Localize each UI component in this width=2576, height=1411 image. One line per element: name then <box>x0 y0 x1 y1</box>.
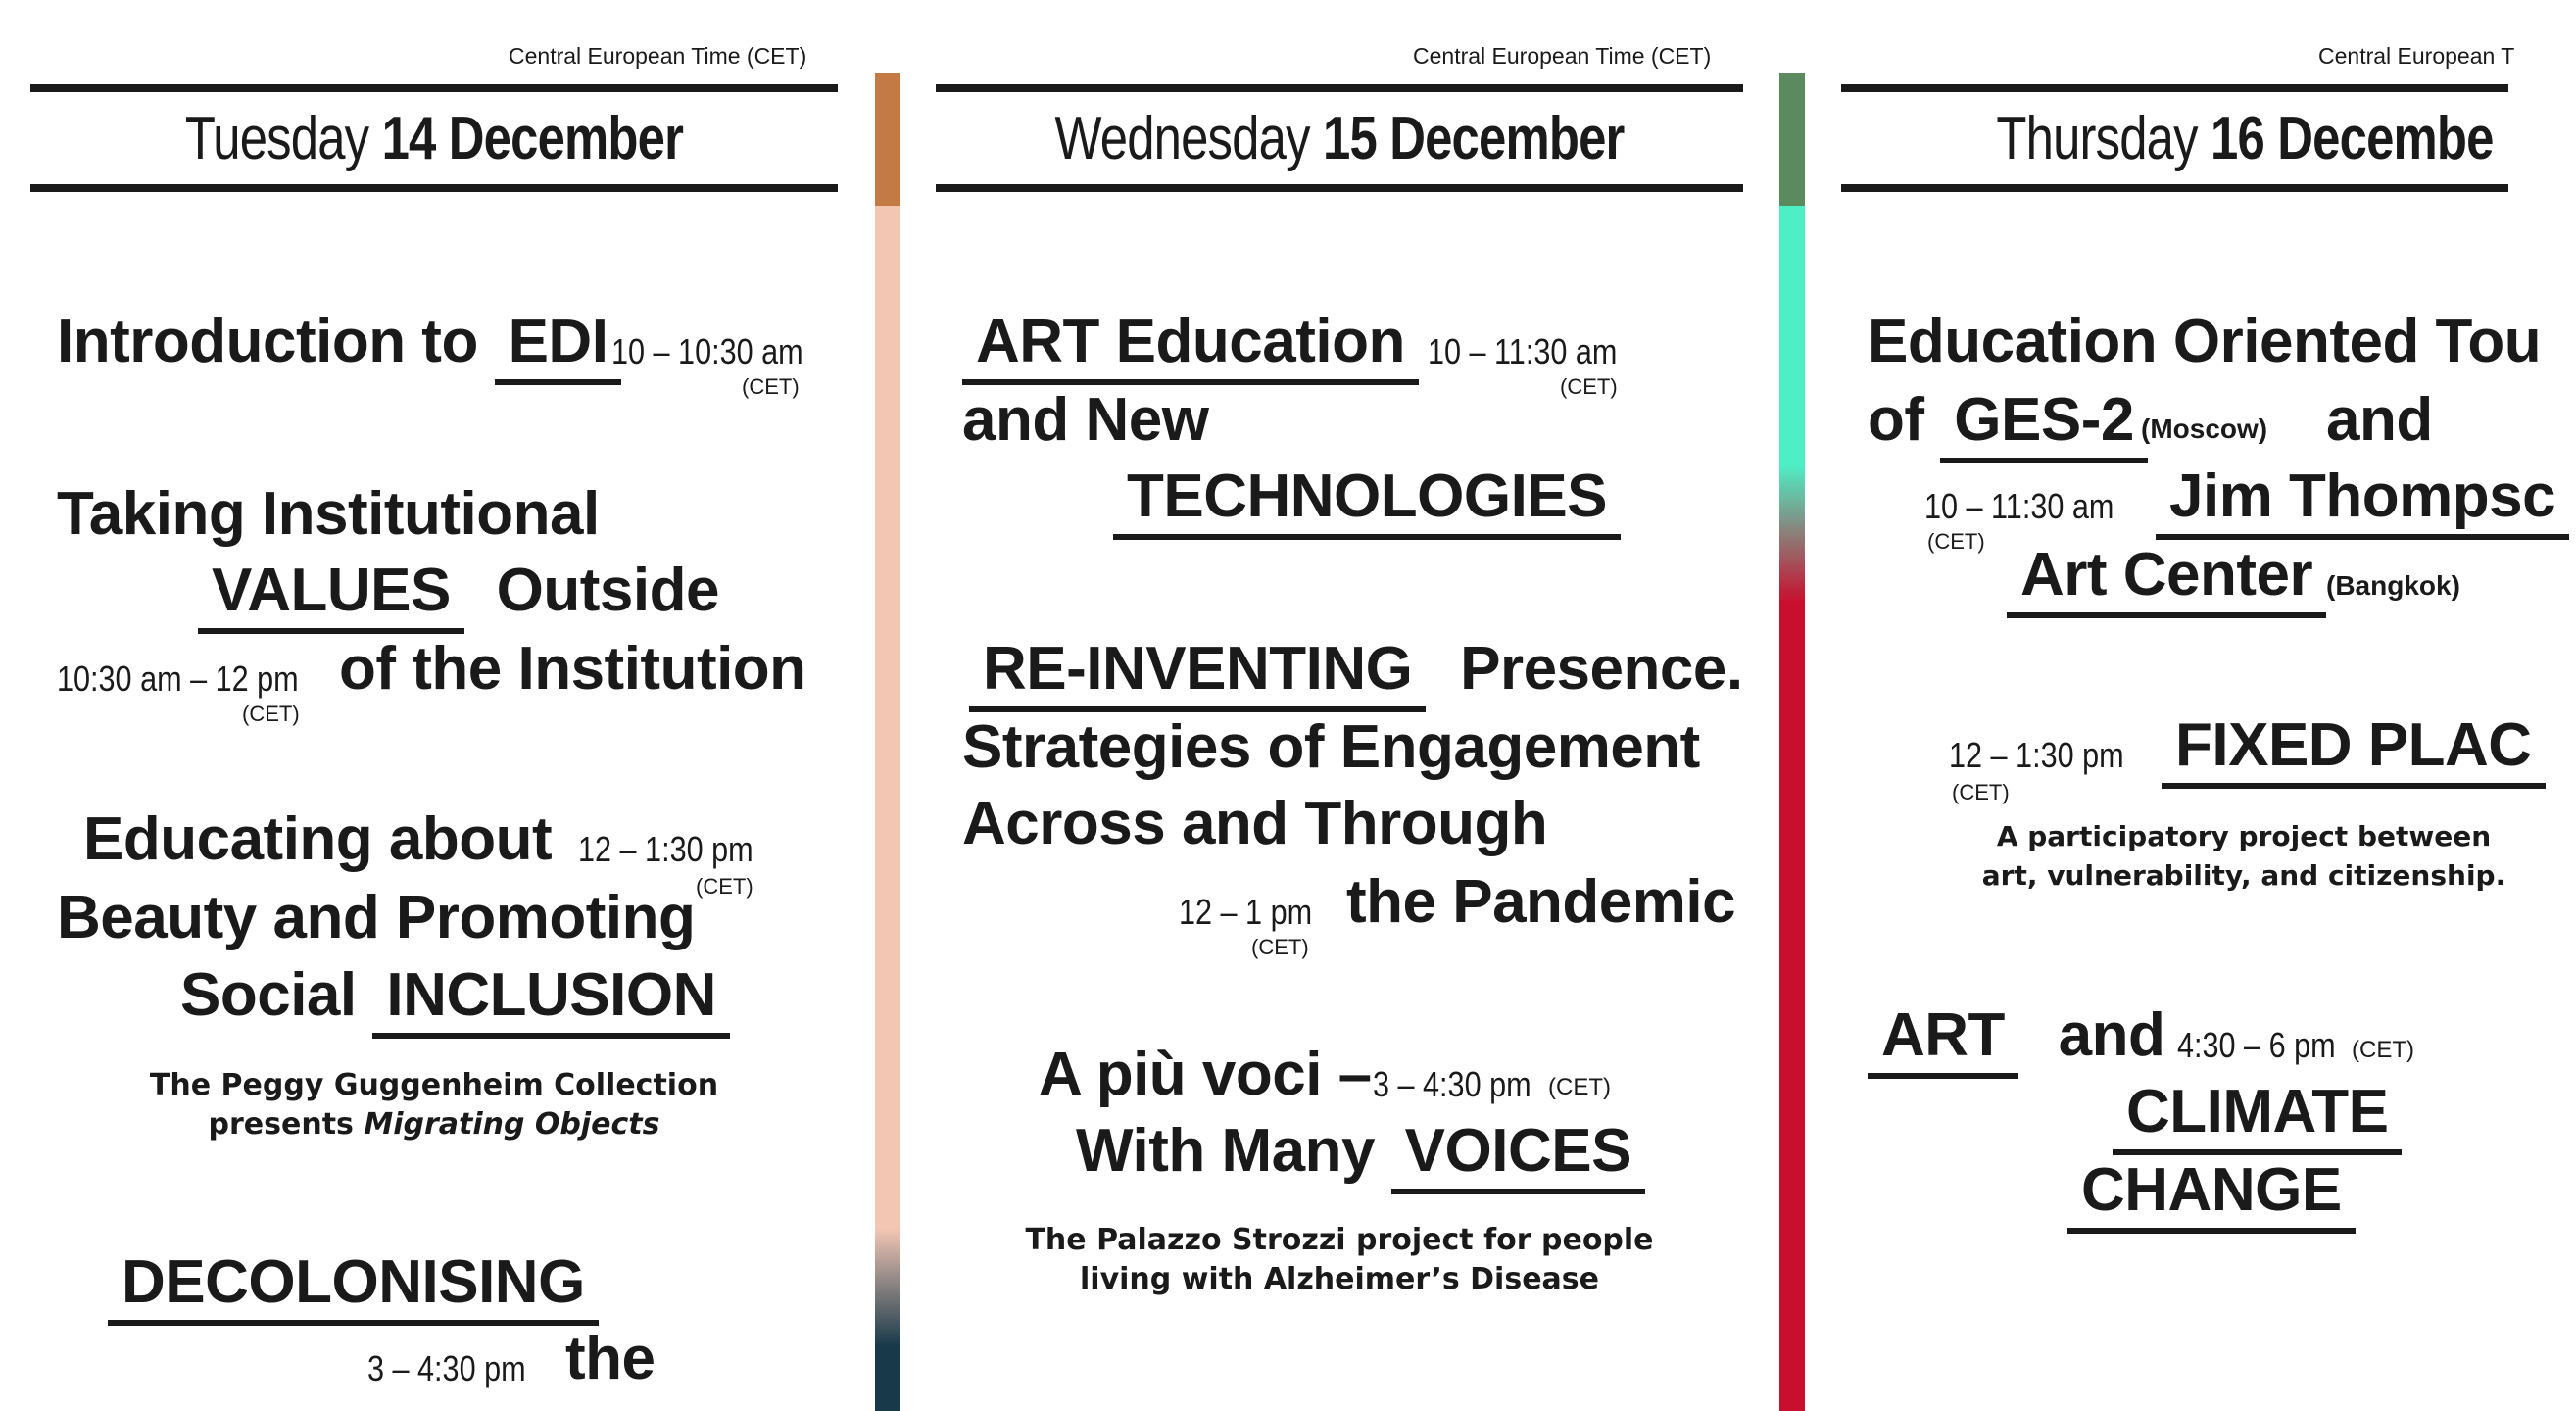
header-rule-bottom <box>1841 184 2508 192</box>
session-title-line2b: and <box>2326 386 2433 454</box>
timezone-label: Central European Time (CET) <box>1413 43 1712 69</box>
header-rule-top <box>1841 84 2508 92</box>
session-description: The Palazzo Strozzi project for people living with Alzheimer’s Disease <box>1025 1223 1654 1296</box>
session-title-line1: DECOLONISING <box>108 1252 599 1313</box>
session-title-line1: Taking Institutional <box>57 480 600 548</box>
header-rule-bottom <box>30 184 838 192</box>
session-description: The Peggy Guggenheim Collection presents Migrating Objects <box>149 1068 719 1142</box>
day-header-wednesday: Wednesday 15 December <box>1054 105 1625 172</box>
city-label: (Bangkok) <box>2326 570 2460 601</box>
session-time: 10 – 11:30 am <box>1924 486 2114 526</box>
session-title-line1: Education Oriented Tou <box>1868 308 2542 375</box>
session-timezone: (CET) <box>1548 1074 1611 1100</box>
session-title-line2: and New <box>962 386 1209 454</box>
session-title-line3: of the Institution <box>339 635 806 703</box>
session-timezone: (CET) <box>2352 1037 2414 1063</box>
session-title-line4: the Pandemic <box>1346 868 1736 936</box>
session-title: Introduction to EDI <box>57 312 621 372</box>
session-time: 10:30 am – 12 pm <box>57 658 299 699</box>
session-timezone: (CET) <box>1927 529 1985 554</box>
header-rule-bottom <box>936 184 1743 192</box>
session-title-line3: Social INCLUSION <box>180 965 730 1026</box>
session-title-line2: of GES-2 <box>1868 390 2148 451</box>
day-header-thursday: Thursday 16 Decembe <box>1996 105 2494 172</box>
timezone-label: Central European T <box>2318 43 2515 69</box>
session-title-line1: A più voci – <box>1039 1041 1372 1108</box>
session-title-line2: VALUES Outside <box>198 560 719 621</box>
session-title-line1: FIXED PLAC <box>2162 715 2546 776</box>
session-time: 10 – 10:30 am <box>611 331 803 371</box>
session-time: 12 – 1:30 pm <box>1949 735 2124 775</box>
session-time: 3 – 4:30 pm <box>367 1348 526 1388</box>
session-title-line3: TECHNOLOGIES <box>1113 466 1621 527</box>
session-time: 12 – 1:30 pm <box>578 829 753 869</box>
session-timezone: (CET) <box>242 702 300 726</box>
session-timezone: (CET) <box>696 874 753 899</box>
city-label: (Moscow) <box>2141 414 2268 444</box>
session-title-line2: Beauty and Promoting <box>57 884 696 951</box>
session-time: 10 – 11:30 am <box>1428 331 1618 371</box>
session-time: 3 – 4:30 pm <box>1373 1064 1531 1104</box>
session-title-line1: ART and <box>1868 1005 2164 1066</box>
session-title-line2: With Many VOICES <box>1076 1121 1645 1182</box>
divider-bar-wed-thu <box>1779 73 1805 1411</box>
session-title-line1: Educating about <box>83 805 553 873</box>
session-title-line2: CLIMATE <box>2113 1082 2402 1143</box>
session-time: 12 – 1 pm <box>1179 892 1313 932</box>
day-header-tuesday: Tuesday 14 December <box>184 105 684 172</box>
header-rule-top <box>30 84 838 92</box>
session-timezone: (CET) <box>1560 374 1618 399</box>
session-title-line1: RE-INVENTING Presence. <box>969 639 1743 700</box>
session-timezone: (CET) <box>742 374 800 399</box>
session-description: A participatory project between art, vulnerability, and citizenship. <box>1981 820 2506 892</box>
session-timezone: (CET) <box>1251 935 1309 959</box>
session-title-line2: the <box>565 1325 656 1392</box>
session-title-line3: Jim Thompsc <box>2156 466 2569 527</box>
header-rule-top <box>936 84 1743 92</box>
divider-bar-tue-wed <box>875 73 900 1411</box>
session-title-line4: Art Center <box>2007 545 2326 606</box>
session-title-line2: Strategies of Engagement <box>962 713 1700 781</box>
session-title-line3: CHANGE <box>2067 1160 2356 1221</box>
session-time: 4:30 – 6 pm <box>2177 1025 2336 1065</box>
timezone-label: Central European Time (CET) <box>509 43 807 69</box>
session-title-line3: Across and Through <box>962 790 1548 857</box>
session-timezone: (CET) <box>1952 780 2010 804</box>
session-title-line1: ART Education <box>962 312 1419 372</box>
